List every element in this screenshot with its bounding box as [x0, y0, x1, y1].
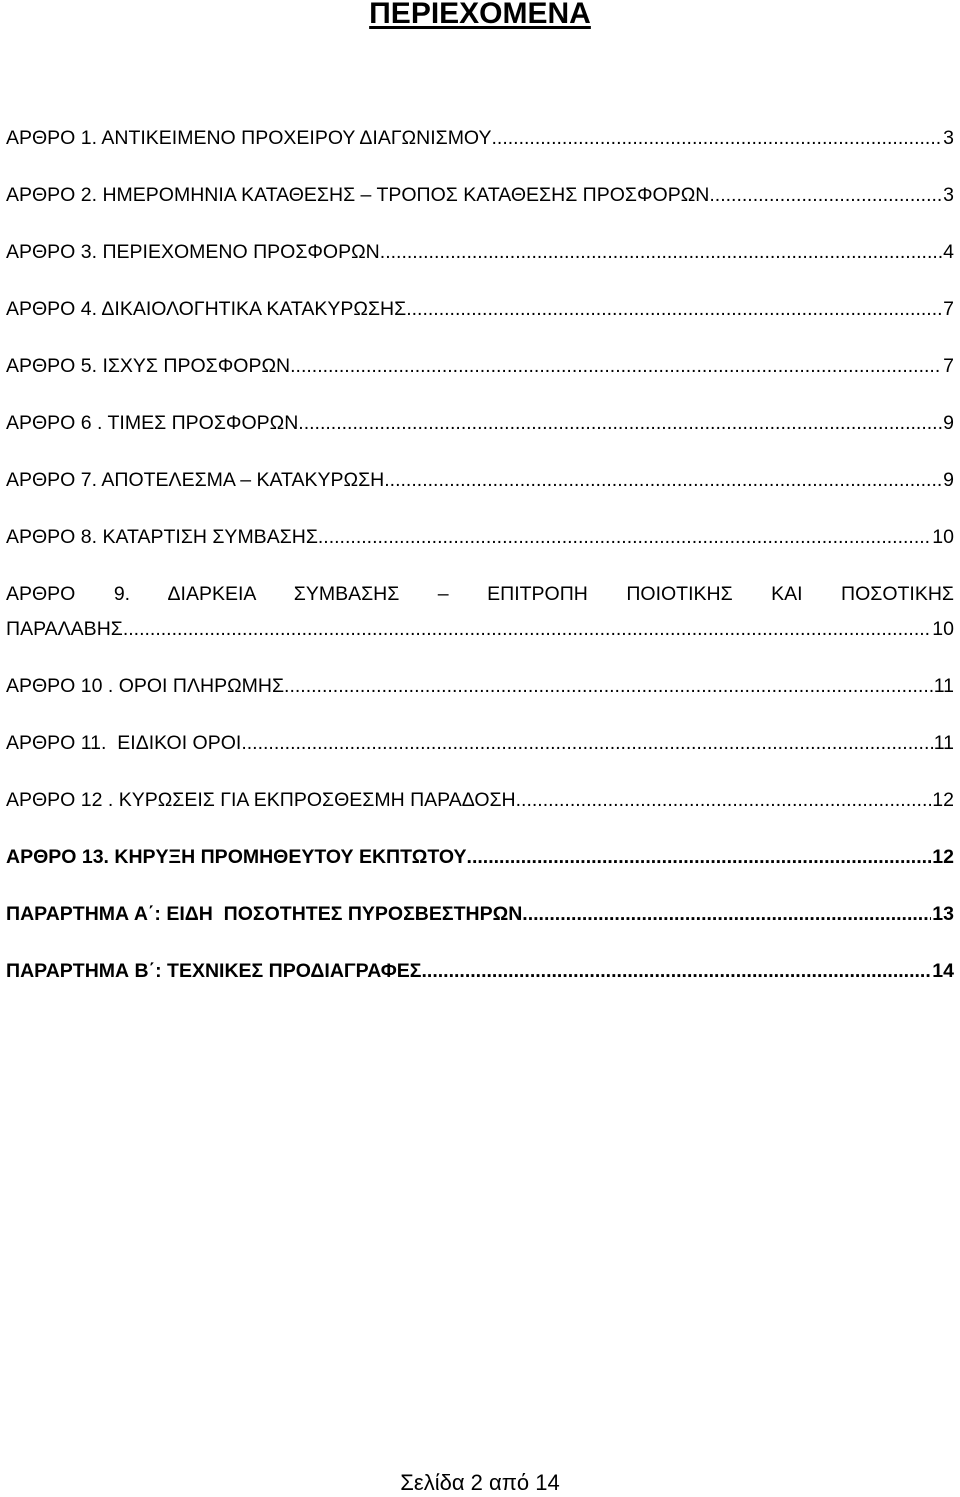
toc-entry-article-5[interactable] — [6, 355, 954, 377]
toc-entry-label: ΠΑΡΑΡΤΗΜΑ Α΄: ΕΙΔΗ ΠΟΣΟΤΗΤΕΣ ΠΥΡΟΣΒΕΣΤΗΡΩΝ — [6, 903, 523, 925]
toc-entry-page: 3 — [943, 127, 954, 149]
toc-entry-article-9-line-2[interactable] — [6, 618, 954, 640]
toc-entry-label: ΑΡΘΡΟ 7. ΑΠΟΤΕΛΕΣΜΑ – ΚΑΤΑΚΥΡΩΣΗ — [6, 469, 385, 491]
toc-leader-dots — [284, 675, 933, 697]
toc-entry-page: 11 — [933, 732, 954, 754]
toc-entry-article-8[interactable] — [6, 526, 954, 548]
toc-entry-label: ΑΡΘΡΟ 11. ΕΙΔΙΚΟΙ ΟΡΟΙ — [6, 732, 242, 754]
toc-entry-annex-b[interactable] — [6, 960, 954, 982]
toc-entry-label: ΑΡΘΡΟ 4. ΔΙΚΑΙΟΛΟΓΗΤΙΚΑ ΚΑΤΑΚΥΡΩΣΗΣ — [6, 298, 407, 320]
toc-entry-label: ΑΡΘΡΟ 6 . ΤΙΜΕΣ ΠΡΟΣΦΟΡΩΝ — [6, 412, 299, 434]
toc-entry-page: 10 — [932, 618, 954, 640]
toc-entry-page: 4 — [943, 241, 954, 263]
toc-entry-page: 7 — [943, 355, 954, 377]
toc-entry-article-13[interactable] — [6, 846, 954, 868]
toc-leader-dots — [522, 903, 931, 925]
toc-entry-article-2[interactable] — [6, 184, 954, 206]
toc-entry-label: ΑΡΘΡΟ 5. ΙΣΧΥΣ ΠΡΟΣΦΟΡΩΝ — [6, 355, 291, 377]
toc-leader-dots — [406, 298, 942, 320]
toc-leader-dots — [290, 355, 942, 377]
toc-entry-label: ΠΑΡΑΛΑΒΗΣ — [6, 618, 123, 640]
table-of-contents — [6, 127, 954, 1017]
toc-entry-label: ΑΡΘΡΟ 9. ΔΙΑΡΚΕΙΑ ΣΥΜΒΑΣΗΣ – ΕΠΙΤΡΟΠΗ ΠΟΙΟΤΙΚΗΣ ΚΑΙ ΠΟΣΟΤΙΚΗΣ — [6, 583, 954, 605]
toc-entry-page: 3 — [943, 184, 954, 206]
toc-entry-article-1[interactable] — [6, 127, 954, 149]
toc-entry-page: 13 — [932, 903, 954, 925]
toc-leader-dots — [380, 241, 942, 263]
toc-entry-label: ΑΡΘΡΟ 13. ΚΗΡΥΞΗ ΠΡΟΜΗΘΕΥΤΟΥ ΕΚΠΤΩΤΟΥ — [6, 846, 467, 868]
toc-entry-page: 12 — [932, 789, 954, 811]
toc-entry-label: ΑΡΘΡΟ 2. ΗΜΕΡΟΜΗΝΙΑ ΚΑΤΑΘΕΣΗΣ – ΤΡΟΠΟΣ ΚΑΤΑΘΕΣΗΣ ΠΡΟΣΦΟΡΩΝ — [6, 184, 710, 206]
toc-entry-article-11[interactable] — [6, 732, 954, 754]
toc-leader-dots — [384, 469, 942, 491]
toc-entry-annex-a[interactable] — [6, 903, 954, 925]
toc-entry-page: 10 — [932, 526, 954, 548]
toc-entry-label: ΑΡΘΡΟ 10 . ΟΡΟΙ ΠΛΗΡΩΜΗΣ — [6, 675, 285, 697]
toc-leader-dots — [491, 127, 942, 149]
toc-entry-page: 14 — [932, 960, 954, 982]
toc-leader-dots — [709, 184, 942, 206]
toc-entry-label: ΑΡΘΡΟ 1. ΑΝΤΙΚΕΙΜΕΝΟ ΠΡΟΧΕΙΡΟΥ ΔΙΑΓΩΝΙΣΜΟΥ — [6, 127, 492, 149]
toc-entry-page: 7 — [943, 298, 954, 320]
toc-leader-dots — [516, 789, 932, 811]
toc-entry-page: 12 — [932, 846, 954, 868]
toc-entry-article-4[interactable] — [6, 298, 954, 320]
toc-entry-article-12[interactable] — [6, 789, 954, 811]
toc-entry-page: 9 — [943, 412, 954, 434]
toc-entry-page: 9 — [943, 469, 954, 491]
toc-entry-article-3[interactable] — [6, 241, 954, 263]
page-footer: Σελίδα 2 από 14 — [400, 1470, 560, 1495]
toc-entry-page: 11 — [933, 675, 954, 697]
toc-leader-dots — [241, 732, 932, 754]
toc-entry-article-6[interactable] — [6, 412, 954, 434]
toc-leader-dots — [298, 412, 942, 434]
toc-leader-dots — [318, 526, 931, 548]
page-title: ΠΕΡΙΕΧΟΜΕΝΑ — [369, 0, 591, 30]
toc-entry-label: ΑΡΘΡΟ 8. ΚΑΤΑΡΤΙΣΗ ΣΥΜΒΑΣΗΣ — [6, 526, 318, 548]
toc-entry-article-9-line-1[interactable] — [6, 583, 954, 605]
toc-entry-article-7[interactable] — [6, 469, 954, 491]
toc-leader-dots — [467, 846, 932, 868]
toc-entry-article-10[interactable] — [6, 675, 954, 697]
toc-leader-dots — [123, 618, 931, 640]
toc-entry-label: ΑΡΘΡΟ 12 . ΚΥΡΩΣΕΙΣ ΓΙΑ ΕΚΠΡΟΣΘΕΣΜΗ ΠΑΡΑΔΟΣΗ — [6, 789, 516, 811]
toc-entry-label: ΠΑΡΑΡΤΗΜΑ Β΄: ΤΕΧΝΙΚΕΣ ΠΡΟΔΙΑΓΡΑΦΕΣ — [6, 960, 422, 982]
toc-leader-dots — [421, 960, 931, 982]
toc-entry-label: ΑΡΘΡΟ 3. ΠΕΡΙΕΧΟΜΕΝΟ ΠΡΟΣΦΟΡΩΝ — [6, 241, 380, 263]
